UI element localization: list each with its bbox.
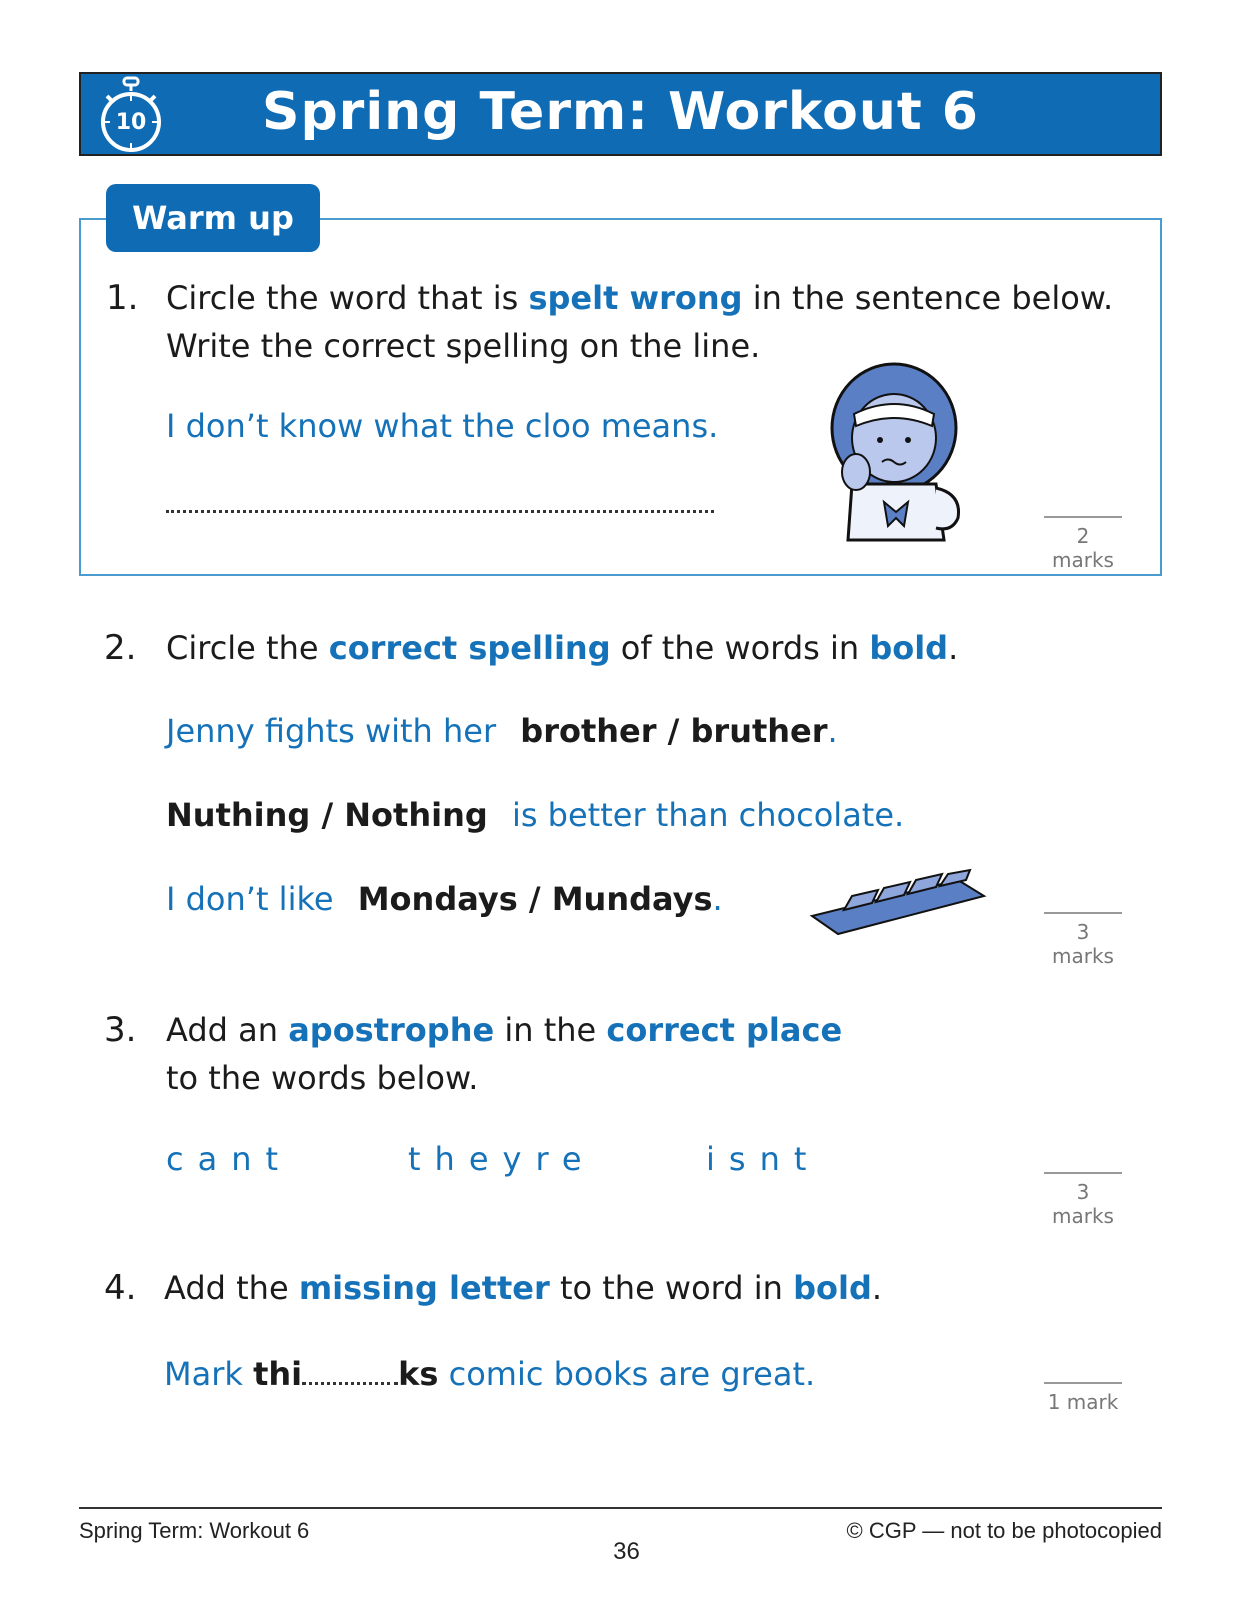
q4-prefix: Mark: [164, 1355, 243, 1393]
q2-text-before: Circle the: [166, 629, 319, 667]
question-number: 4.: [104, 1268, 137, 1308]
q1-marks-label: 2 marks: [1052, 524, 1114, 572]
question-number: 2.: [104, 628, 137, 668]
q4-text-mid: to the word in: [559, 1269, 783, 1307]
q4-word-start: thi: [253, 1355, 303, 1393]
q1-text-before: Circle the word that is: [166, 279, 519, 317]
q1-sentence: I don’t know what the cloo means.: [166, 407, 719, 445]
q3-emphasis-1: apostrophe: [288, 1011, 495, 1049]
q2-marks: [1044, 912, 1122, 968]
page-title: Spring Term: Workout 6: [262, 82, 979, 142]
q3-text-line-2: to the words below.: [166, 1059, 479, 1097]
question-2-text: [166, 624, 958, 672]
q4-missing-letter-blank[interactable]: [302, 1352, 398, 1385]
q2-text-end: .: [948, 629, 959, 667]
q3-word-1[interactable]: cant: [166, 1140, 293, 1178]
q2-s3-prefix: I don’t like: [166, 880, 334, 918]
q4-marks: [1044, 1382, 1122, 1414]
q1-answer-line[interactable]: [166, 510, 714, 513]
q4-word-end: ks: [398, 1355, 439, 1393]
q4-emphasis: missing letter: [298, 1269, 550, 1307]
footer-divider: [79, 1507, 1162, 1509]
q2-text-mid: of the words in: [620, 629, 860, 667]
q4-text-end: .: [871, 1269, 883, 1307]
q4-marks-label: 1 mark: [1047, 1390, 1119, 1414]
q3-text-before: Add an: [166, 1011, 279, 1049]
q1-text-after: in the sentence below.: [752, 279, 1114, 317]
q2-s3-choice[interactable]: Mondays / Mundays: [357, 880, 713, 918]
q2-s1-prefix: Jenny fights with her: [166, 712, 497, 750]
question-number: 3.: [104, 1010, 137, 1050]
q2-sentence-1: [166, 712, 838, 750]
q2-marks-label: 3 marks: [1052, 920, 1114, 968]
chocolate-bar-illustration: [808, 866, 988, 944]
q2-s3-suffix: .: [712, 880, 723, 918]
q4-text-before: Add the: [164, 1269, 289, 1307]
q1-emphasis: spelt wrong: [528, 279, 743, 317]
q1-marks: [1044, 516, 1122, 572]
q3-marks: [1044, 1172, 1122, 1228]
q2-s1-choice[interactable]: brother / bruther: [520, 712, 828, 750]
q2-s2-suffix: is better than chocolate.: [511, 796, 905, 834]
page-header: [79, 72, 1162, 156]
q2-sentence-3: [166, 880, 723, 918]
hooded-character-illustration: [826, 356, 976, 546]
question-4-text: [164, 1264, 882, 1312]
timer-minutes: 10: [115, 110, 147, 135]
q2-s1-suffix: .: [827, 712, 838, 750]
q4-bold-word: bold: [793, 1269, 872, 1307]
q3-word-2[interactable]: theyre: [408, 1140, 596, 1178]
question-number: 1.: [106, 278, 139, 318]
page-number: 36: [613, 1538, 640, 1565]
q2-sentence-2: [166, 796, 904, 834]
footer-title: Spring Term: Workout 6: [79, 1518, 310, 1543]
q3-text-mid: in the: [504, 1011, 597, 1049]
footer-copyright: © CGP — not to be photocopied: [846, 1518, 1162, 1543]
q2-bold-word: bold: [869, 629, 949, 667]
question-3-text: [166, 1006, 842, 1102]
q3-word-3[interactable]: isnt: [706, 1140, 821, 1178]
q1-instruction-line-2: Write the correct spelling on the line.: [166, 327, 761, 365]
warm-up-tab: Warm up: [106, 184, 320, 252]
q4-sentence: [164, 1352, 815, 1393]
q3-emphasis-2: correct place: [606, 1011, 843, 1049]
q4-suffix: comic books are great.: [448, 1355, 816, 1393]
warm-up-box: [79, 218, 1162, 576]
q3-marks-label: 3 marks: [1052, 1180, 1114, 1228]
q2-s2-choice[interactable]: Nuthing / Nothing: [166, 796, 488, 834]
q2-emphasis: correct spelling: [328, 629, 611, 667]
